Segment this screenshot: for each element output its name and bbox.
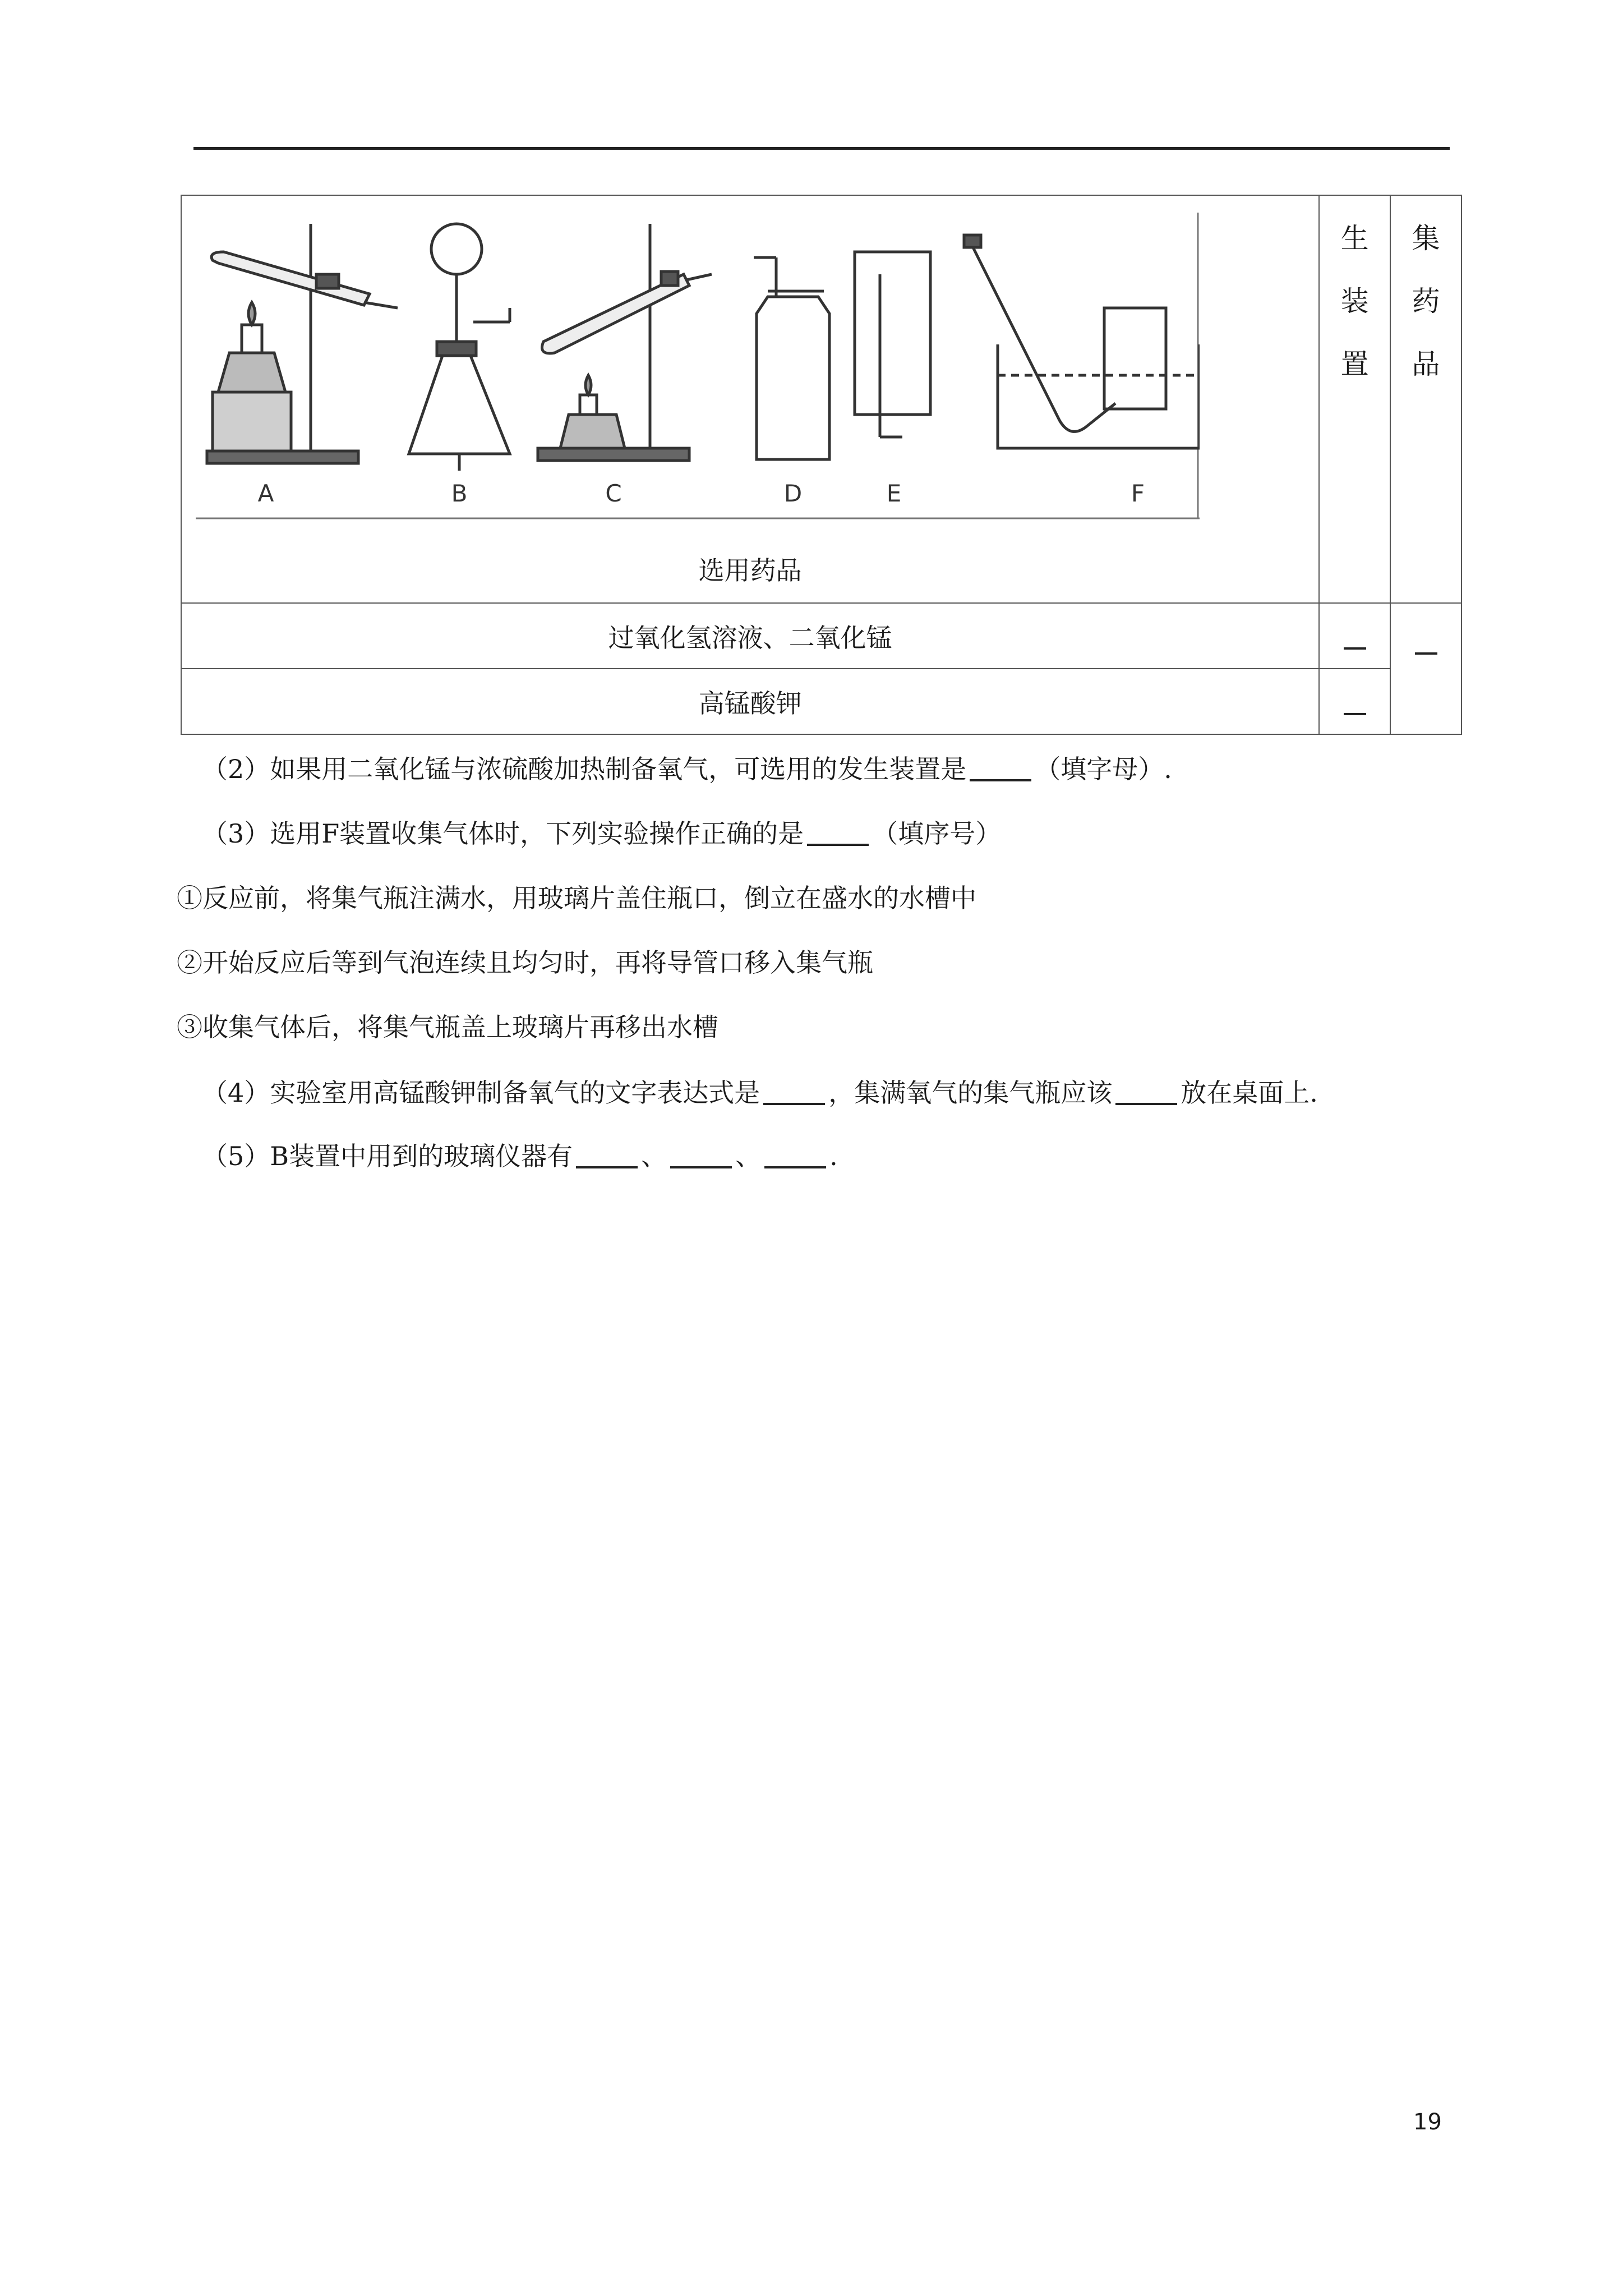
figure-label-d: D (783, 480, 803, 507)
option-1: ①反应前，将集气瓶注满水，用玻璃片盖住瓶口，倒立在盛水的水槽中 (177, 883, 976, 913)
answer-blank (807, 844, 869, 846)
option-2: ②开始反应后等到气泡连续且均匀时，再将导管口移入集气瓶 (177, 947, 873, 978)
header-rule (193, 147, 1450, 150)
question-text: ，集满氧气的集气瓶应该 (828, 1078, 1113, 1108)
question-text: 放在桌面上. (1181, 1078, 1318, 1108)
answer-blank (1115, 1103, 1177, 1105)
question-4 (202, 1073, 1318, 1110)
column-header-char: 装 (1340, 285, 1369, 318)
answer-blank (763, 1103, 825, 1105)
reagent-row-2: 高锰酸钾 (181, 669, 1319, 734)
answer-blank (1390, 603, 1461, 734)
answer-blank (970, 779, 1031, 781)
figure-label-c: C (605, 480, 622, 507)
apparatus-figure-cell (181, 195, 1319, 603)
question-text: （填字母）. (1035, 754, 1172, 784)
question-text: （4）实验室用高锰酸钾制备氧气的文字表达式是 (202, 1078, 760, 1108)
question-text: . (829, 1141, 838, 1171)
page-number: 19 (1413, 2109, 1442, 2135)
column-header-collection (1390, 195, 1461, 603)
apparatus-figure (196, 213, 1200, 538)
answer-blank (764, 1166, 826, 1168)
question-text: （5）B装置中用到的玻璃仪器有 (202, 1141, 573, 1171)
column-header-char: 集 (1412, 222, 1440, 255)
figure-label-f: F (1131, 480, 1145, 507)
separator: 、 (735, 1141, 762, 1171)
column-header-char: 药 (1412, 285, 1440, 318)
figure-label-e: E (886, 480, 902, 507)
question-2 (202, 749, 1172, 786)
answer-blank (576, 1166, 638, 1168)
column-header-char: 生 (1340, 222, 1369, 255)
question-text: （2）如果用二氧化锰与浓硫酸加热制备氧气，可选用的发生装置是 (202, 754, 967, 784)
column-header-char: 置 (1340, 348, 1369, 380)
option-3: ③收集气体后，将集气瓶盖上玻璃片再移出水槽 (177, 1012, 718, 1042)
column-header-char: 品 (1412, 348, 1440, 380)
answer-blank (670, 1166, 732, 1168)
column-header-generation-device (1319, 195, 1390, 603)
reagent-row-1: 过氧化氢溶液、二氧化锰 (181, 603, 1319, 669)
question-3 (202, 813, 1001, 850)
answer-blank (1319, 603, 1390, 669)
answer-blank (1319, 669, 1390, 734)
figure-label-b: B (451, 480, 468, 507)
question-5 (202, 1136, 838, 1173)
question-text: （3）选用F装置收集气体时，下列实验操作正确的是 (202, 818, 804, 849)
figure-label-a: A (257, 480, 274, 507)
figure-caption: 选用药品 (698, 555, 802, 586)
separator: 、 (641, 1141, 667, 1171)
question-text: （填序号） (872, 818, 1002, 849)
apparatus-table (181, 195, 1462, 735)
